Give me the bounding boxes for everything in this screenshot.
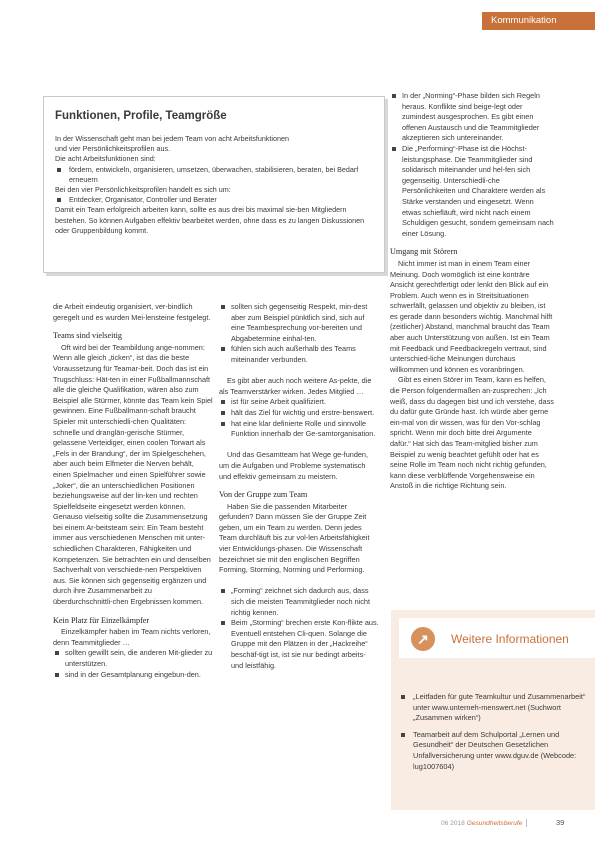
paragraph-aspekte: Es gibt aber auch noch weitere As-pekte, die als Teamverstärker wirken. Jedes Mitglied …	[219, 376, 372, 396]
magazine-name: Gesundheitsberufe	[466, 819, 523, 827]
profiles-item: Entdecker, Organisator, Controller und Berater	[55, 195, 373, 205]
list-item: fühlen sich auch außerhalb des Teams miteinander verbunden.	[219, 344, 379, 365]
list-item: Beim „Storming“ brechen erste Kon-flikte aus. Eventuell entstehen Cli-quen. Solange die Gruppe mit den Plätzen in der „Hackreihe“ beschäf-tigt ist, ist sie nur bedingt arbeits- und leistfähig.	[219, 618, 379, 671]
page-number: 39	[556, 818, 565, 827]
heading-einzelkaempfer: Kein Platz für Einzelkämpfer	[53, 615, 150, 625]
paragraph-vielseitig: Oft wird bei der Teambildung ange-nommen: Wenn alle gleich „ticken“, ist das die beste Voraussetzung für Teamar-beit. Doch das ist ein Trugschluss: Hät-ten in einer Fußballmannschaft alle die gleiche Qualifikation, wären also zum Beispiel alle Stürmer, könnte das Team kein Spiel gewinnen. Eine Fußballmann-schaft braucht Spieler mit unterschiedli-chen Qualitäten: schnelle und dranglän-gerische Stürmer, gelassene Verteidiger, einen coolen Torwart als „Fels in der Brandung“, der im Spielgeschehen, aber auch beim Elfmeter die Nerven behält, einen Spielmacher und einen Spielführer sowie „Joker“, die an unterschiedlichen Positionen beziehungsweise auf der lin-ken und rechten Spielfeldseite eingesetzt werden können. Genauso vielseitig sollte die Zusammensetzung bei einem Ar-beitsteam sein: Ein Team besteht immer aus verschiedenen Menschen mit unter-schiedlichen Charakteren, Fähigkeiten und Kompetenzen. Sie betrachten ein und denselben Sachverhalt von verschiede-nen Perspektiven aus. Sie können sich gegenseitig ergänzen und durch ihre Zusammenarbeit zu überdurchschnittli-chen Ergebnissen kommen.	[53, 342, 213, 607]
issue-number: 06 2018	[441, 819, 465, 827]
info-box	[43, 96, 385, 273]
box-line-1: In der Wissenschaft geht man bei jedem Team von acht Arbeitsfunktionen	[55, 134, 289, 143]
heading-stoerer: Umgang mit Störern	[390, 247, 458, 257]
col1-bullet-list	[53, 648, 213, 680]
section-header: Kommunikation	[482, 12, 595, 30]
box-line-2: und vier Persönlichkeitsprofilen aus.	[55, 144, 171, 154]
col3-bullet-list	[390, 91, 554, 239]
list-item: hält das Ziel für wichtig und erstre-benswert.	[219, 408, 379, 419]
profiles-intro: Bei den vier Persönlichkeitsprofilen handelt es sich um:	[55, 185, 231, 195]
further-info-link[interactable]: Teamarbeit auf dem Schulportal „Lernen und Gesundheit“ der Deutschen Gesetzlichen Unfallversicherung unter www.dguv.de (Webcode: lug1007604)	[399, 730, 589, 772]
list-item: sollten sich gegenseitig Respekt, min-dest aber zum Beispiel pünktlich sind, sich auf eine Teambesprechung vor-bereiten und Abgabetermine einhal-ten.	[219, 302, 379, 344]
functions-list	[55, 165, 373, 185]
footer-divider	[526, 819, 527, 827]
paragraph-gruppe-team: Haben Sie die passenden Mitarbeiter gefunden? Dann müssen Sie der Gruppe Zeit geben, um ein Team zu werden. Denn jedes Team durchläuft bis zur vol-len Arbeitsfähigkeit vier Entwicklungs-phasen. Die Wissenschaft bezeichnet sie mit den englischen Begriffen Forming, Storming, Norming und Performing.	[219, 501, 370, 575]
list-item: „Forming“ zeichnet sich dadurch aus, dass sich die meisten Teammitglieder noch nicht richtig kennen.	[219, 586, 379, 618]
list-item: ist für seine Arbeit qualifiziert.	[219, 397, 379, 408]
box-closing: Damit ein Team erfolgreich arbeiten kann, sollte es aus drei bis maximal sie-ben Mitgliedern bestehen. So können Aufgaben effektiv bearbeitet werden, ohne dass es zu langen Diskussionen oder Gruppenbildung kommt.	[55, 205, 365, 235]
further-info-list	[399, 692, 589, 778]
list-item: hat eine klar definierte Rolle und sinnvolle Funktion innerhalb der Ge-samtorganisation.	[219, 419, 379, 440]
list-item: sind in der Gesamtplanung eingebun-den.	[53, 670, 213, 681]
functions-item: fördern, entwickeln, organisieren, umsetzen, überwachen, stabilisieren, beraten, bei Bedarf erneuern	[55, 165, 373, 185]
further-info-title: Weitere Informationen	[451, 632, 569, 646]
col2-bullet-list-1	[219, 302, 379, 366]
heading-vielseitig: Teams sind vielseitig	[53, 331, 123, 341]
heading-gruppe-team: Von der Gruppe zum Team	[219, 490, 308, 500]
paragraph-stoerer-2: Gibt es einen Störer im Team, kann es helfen, die Person folgendermaßen an-zusprechen: „Ich weiß, dass du dagegen bist und ich verstehe, dass du dafür gute Gründe hast. Ich würde aber gerne ein-mal von dir wissen, was für den Vor-schlag spricht. Wenn mir doch bitte drei Argumente dafür.“ Hat sich das Team-mitglied bisher zum Beispiel zu wenig beachtet gefühlt oder hat es seine Rolle im Team noch nicht richtig gefunden, kann diese verblüffende Vorgehensweise ein Anstoß in die richtige Richtung sein.	[390, 375, 554, 491]
col1-intro: die Arbeit eindeutig organisiert, ver-bindlich geregelt und es wurden Mei-lensteine festgelegt.	[53, 302, 211, 322]
column-2	[219, 302, 379, 671]
paragraph-gesamtteam: Und das Gesamtteam hat Wege ge-funden, um die Aufgaben und Probleme systematisch und effektiv gemeinsam zu meistern.	[219, 450, 369, 481]
paragraph-einzelkaempfer: Einzelkämpfer haben im Team nichts verloren, denn Teammitglieder …	[53, 627, 211, 647]
list-item: sollten gewillt sein, die anderen Mit-glieder zu unterstützen.	[53, 648, 213, 669]
column-3	[390, 91, 554, 492]
link-icon: ↗	[411, 627, 435, 651]
list-item: Die „Performing“-Phase ist die Höchst-leistungsphase. Die Teammitglieder sind solidarisch miteinander und hel-fen sich gegenseitig. Unterschiedli-che Persönlichkeiten und Charaktere werden als Stärke verstanden und eingesetzt. Wenn etwas schiefläuft, wird nicht nach einem Schuldigen gesucht, sondern gemeinsam nach einer Lösung.	[390, 144, 554, 239]
further-info-link[interactable]: „Leitfaden für gute Teamkultur und Zusammenarbeit“ unter www.unterneh-menswert.net (Suchwort „Zusammen wirken“)	[399, 692, 589, 724]
profiles-list	[55, 195, 373, 205]
paragraph-stoerer-1: Nicht immer ist man in einem Team einer Meinung. Doch womöglich ist eine konträre Ansicht gerechtfertigt oder lenkt den Blick auf ein Problem. Auch wenn es in Streitsituationen schwerfällt, gelassen und objektiv zu bleiben, ist es gerade dann besonders wichtig. Manchmal hilft (zeitlicher) Abstand, manchmal braucht das Team aber auch Unterstützung von außen. Ist ein Team mit Feedback und Feedbackregeln vertraut, sind unterschied-liche Meinungen durchaus willkommen und können es voranbringen.	[390, 258, 553, 374]
col2-bullet-list-3	[219, 586, 379, 671]
box-line-3: Die acht Arbeitsfunktionen sind:	[55, 154, 156, 164]
box-title: Funktionen, Profile, Teamgröße	[55, 110, 227, 122]
list-item: In der „Norming“-Phase bilden sich Regeln heraus. Konflikte sind beige-legt oder zumindest ausgesprochen. Es gibt einen offenen Austausch und die Teammitglieder akzeptieren sich untereinander.	[390, 91, 554, 144]
col2-bullet-list-2	[219, 397, 379, 439]
column-1	[53, 302, 213, 680]
further-info-header	[399, 618, 595, 658]
page-footer	[441, 818, 565, 827]
further-info-box	[391, 610, 595, 810]
